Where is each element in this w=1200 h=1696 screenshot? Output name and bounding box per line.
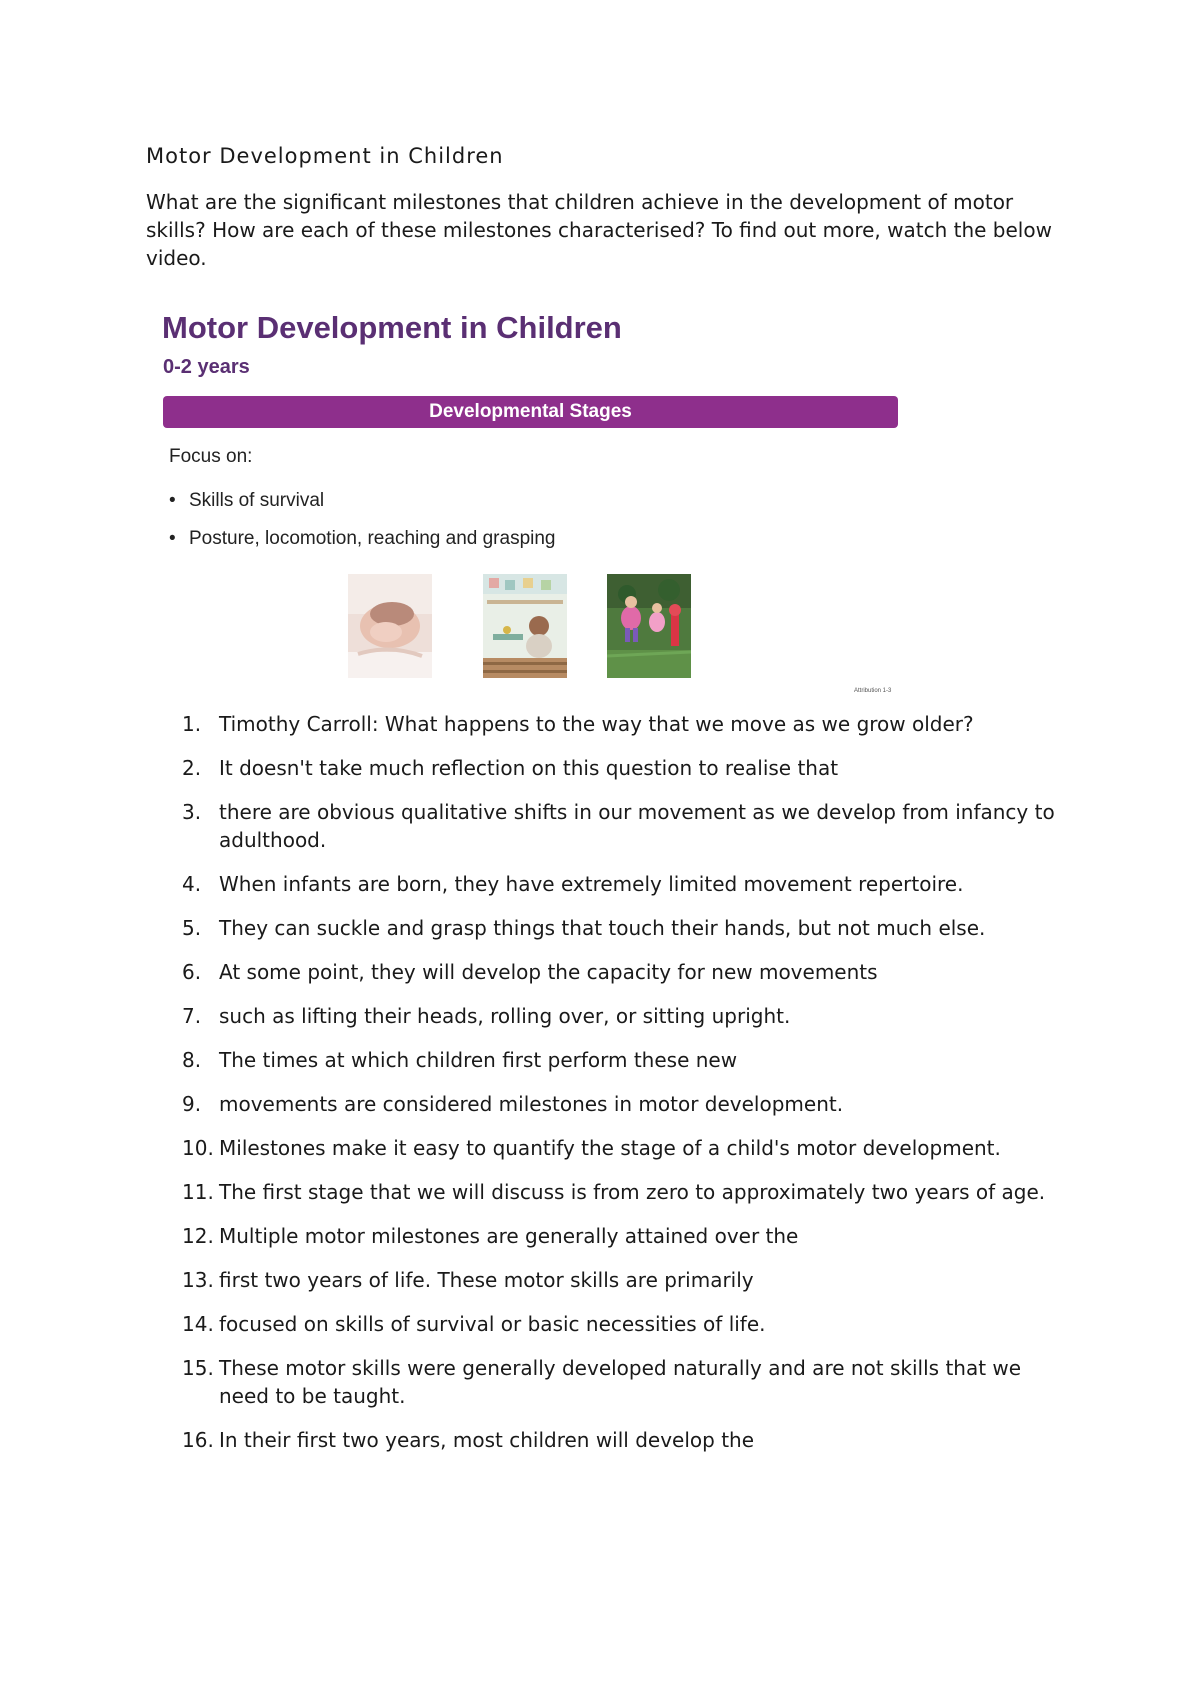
list-item [146, 958, 1076, 986]
photo-child-playing [483, 574, 567, 678]
document-title: Motor Development in Children [146, 144, 504, 168]
bullet-icon: • [169, 490, 176, 511]
list-item [146, 1134, 1076, 1162]
video-slide-image[interactable] [156, 296, 916, 696]
slide-attribution: Attribution 1-3 [854, 688, 892, 694]
list-item-text: Multiple motor milestones are generally attained over the [219, 1224, 799, 1248]
list-item-number: 9. [182, 1092, 202, 1116]
list-item-text: there are obvious qualitative shifts in our movement as we develop from infancy to adulthood. [219, 800, 1055, 852]
list-item-number: 4. [182, 872, 202, 896]
slide-bullet [169, 520, 556, 558]
list-item-text: In their first two years, most children will develop the [219, 1428, 755, 1452]
bullet-icon: • [169, 528, 176, 549]
photo-children-outdoors [607, 574, 691, 678]
list-item-number: 14. [182, 1312, 214, 1336]
list-item-number: 2. [182, 756, 202, 780]
slide-banner: Developmental Stages [163, 396, 898, 428]
list-item-text: They can suckle and grasp things that touch their hands, but not much else. [219, 916, 986, 940]
list-item-number: 11. [182, 1180, 214, 1204]
slide-subtitle: 0-2 years [163, 356, 250, 378]
list-item-number: 10. [182, 1136, 214, 1160]
slide-bullet-text: Skills of survival [189, 490, 325, 511]
list-item [146, 1090, 1076, 1118]
list-item-text: movements are considered milestones in motor development. [219, 1092, 844, 1116]
list-item-text: When infants are born, they have extremely limited movement repertoire. [219, 872, 964, 896]
transcript-list [146, 710, 1076, 1470]
list-item-number: 15. [182, 1356, 214, 1380]
list-item-text: These motor skills were generally developed naturally and are not skills that we need to be taught. [219, 1356, 1022, 1408]
slide-focus-label: Focus on: [169, 446, 253, 467]
list-item-text: At some point, they will develop the capacity for new movements [219, 960, 878, 984]
list-item [146, 1178, 1076, 1206]
list-item-text: The times at which children first perform these new [219, 1048, 738, 1072]
slide-bullet [169, 482, 556, 520]
list-item-text: such as lifting their heads, rolling over, or sitting upright. [219, 1004, 791, 1028]
list-item-number: 7. [182, 1004, 202, 1028]
list-item-text: Timothy Carroll: What happens to the way that we move as we grow older? [219, 712, 974, 736]
list-item [146, 710, 1076, 738]
list-item-text: first two years of life. These motor skills are primarily [219, 1268, 754, 1292]
list-item [146, 1266, 1076, 1294]
list-item-text: focused on skills of survival or basic necessities of life. [219, 1312, 766, 1336]
list-item-text: The first stage that we will discuss is from zero to approximately two years of age. [219, 1180, 1046, 1204]
list-item-number: 13. [182, 1268, 214, 1292]
list-item [146, 1354, 1076, 1410]
slide-title: Motor Development in Children [162, 310, 622, 345]
list-item [146, 1222, 1076, 1250]
list-item [146, 1426, 1076, 1454]
list-item-number: 6. [182, 960, 202, 984]
list-item [146, 870, 1076, 898]
slide-bullet-text: Posture, locomotion, reaching and grasping [189, 528, 556, 549]
list-item-number: 3. [182, 800, 202, 824]
list-item [146, 1046, 1076, 1074]
slide-bullet-list [169, 482, 556, 558]
intro-paragraph: What are the significant milestones that children achieve in the development of motor skills? How are each of these milestones characterised? To find out more, watch the below video. [146, 190, 1052, 270]
list-item-number: 12. [182, 1224, 214, 1248]
list-item [146, 754, 1076, 782]
list-item-text: Milestones make it easy to quantify the stage of a child's motor development. [219, 1136, 1001, 1160]
list-item-number: 8. [182, 1048, 202, 1072]
list-item-number: 5. [182, 916, 202, 940]
list-item [146, 1310, 1076, 1338]
list-item-text: It doesn't take much reflection on this question to realise that [219, 756, 839, 780]
list-item-number: 16. [182, 1428, 214, 1452]
list-item [146, 1002, 1076, 1030]
list-item [146, 914, 1076, 942]
photo-sleeping-baby [348, 574, 432, 678]
list-item [146, 798, 1076, 854]
list-item-number: 1. [182, 712, 202, 736]
